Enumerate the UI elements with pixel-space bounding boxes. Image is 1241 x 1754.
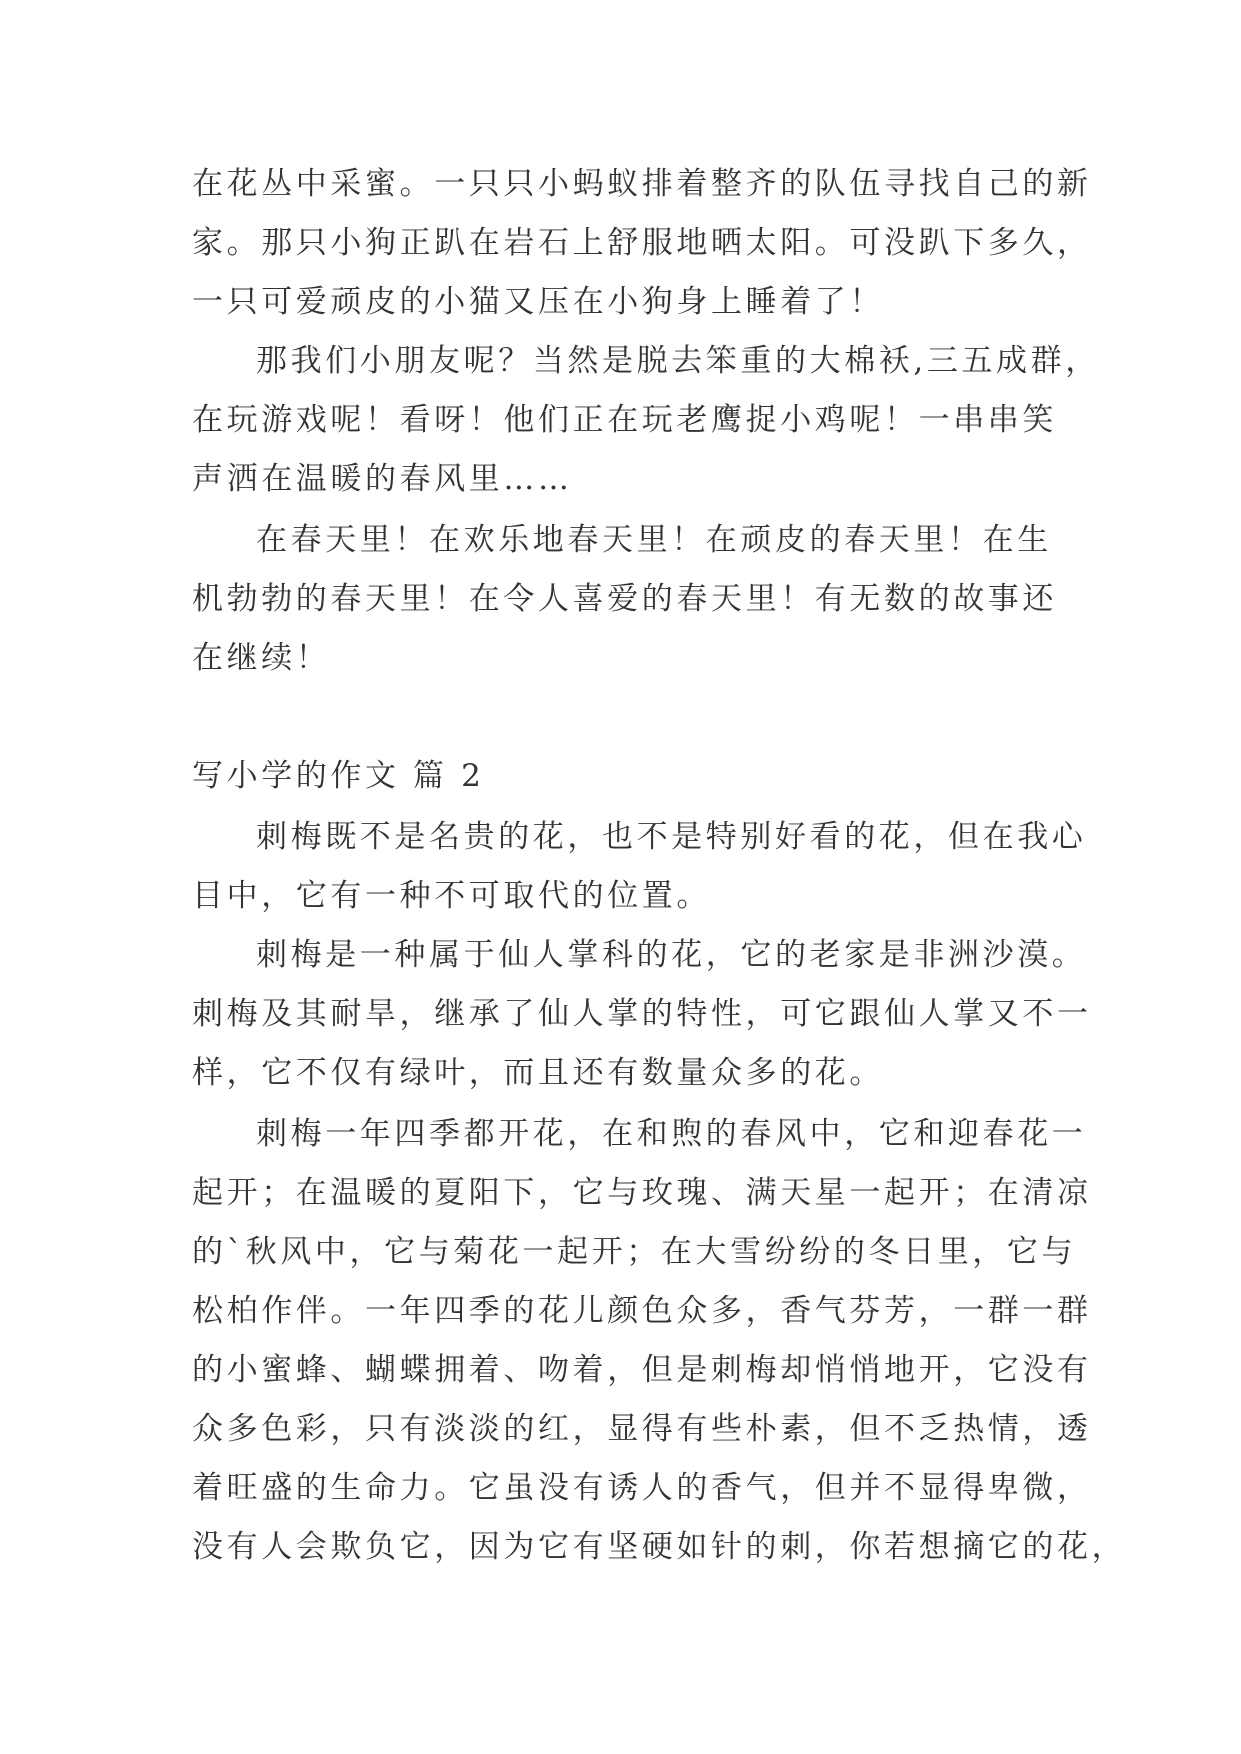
text-line: 在花丛中采蜜。一只只小蚂蚁排着整齐的队伍寻找自己的新 (192, 166, 1092, 202)
text-line: 在继续！ (192, 640, 331, 676)
text-line: 起开；在温暖的夏阳下，它与玫瑰、满天星一起开；在清凉 (192, 1175, 1092, 1211)
text-line-indented: 刺梅一年四季都开花，在和煦的春风中，它和迎春花一 (256, 1116, 1087, 1152)
text-line: 众多色彩，只有淡淡的红，显得有些朴素，但不乏热情，透 (192, 1411, 1092, 1447)
text-line: 机勃勃的春天里！在令人喜爱的春天里！有无数的故事还 (192, 581, 1057, 617)
text-line: 样，它不仅有绿叶，而且还有数量众多的花。 (192, 1055, 884, 1091)
text-line: 刺梅及其耐旱，继承了仙人掌的特性，可它跟仙人掌又不一 (192, 996, 1092, 1032)
text-line: 没有人会欺负它，因为它有坚硬如针的刺，你若想摘它的花， (192, 1529, 1127, 1565)
text-line: 家。那只小狗正趴在岩石上舒服地晒太阳。可没趴下多久， (192, 225, 1092, 261)
text-line: 在玩游戏呢！看呀！他们正在玩老鹰捉小鸡呢！一串串笑 (192, 402, 1057, 438)
text-line: 一只可爱顽皮的小猫又压在小狗身上睡着了！ (192, 284, 884, 320)
text-line-indented: 那我们小朋友呢？当然是脱去笨重的大棉袄,三五成群， (256, 343, 1100, 379)
section-heading: 写小学的作文 篇 2 (192, 758, 485, 794)
text-line: 松柏作伴。一年四季的花儿颜色众多，香气芬芳，一群一群 (192, 1293, 1092, 1329)
text-line: 的`秋风中，它与菊花一起开；在大雪纷纷的冬日里，它与 (192, 1234, 1077, 1270)
text-line-indented: 在春天里！在欢乐地春天里！在顽皮的春天里！在生 (256, 522, 1052, 558)
text-line: 的小蜜蜂、蝴蝶拥着、吻着，但是刺梅却悄悄地开，它没有 (192, 1352, 1092, 1388)
text-line: 声洒在温暖的春风里…… (192, 461, 573, 497)
text-line-indented: 刺梅是一种属于仙人掌科的花，它的老家是非洲沙漠。 (256, 937, 1087, 973)
text-line: 目中，它有一种不可取代的位置。 (192, 878, 711, 914)
text-line: 着旺盛的生命力。它虽没有诱人的香气，但并不显得卑微， (192, 1470, 1092, 1506)
text-line-indented: 刺梅既不是名贵的花，也不是特别好看的花，但在我心 (256, 819, 1087, 855)
